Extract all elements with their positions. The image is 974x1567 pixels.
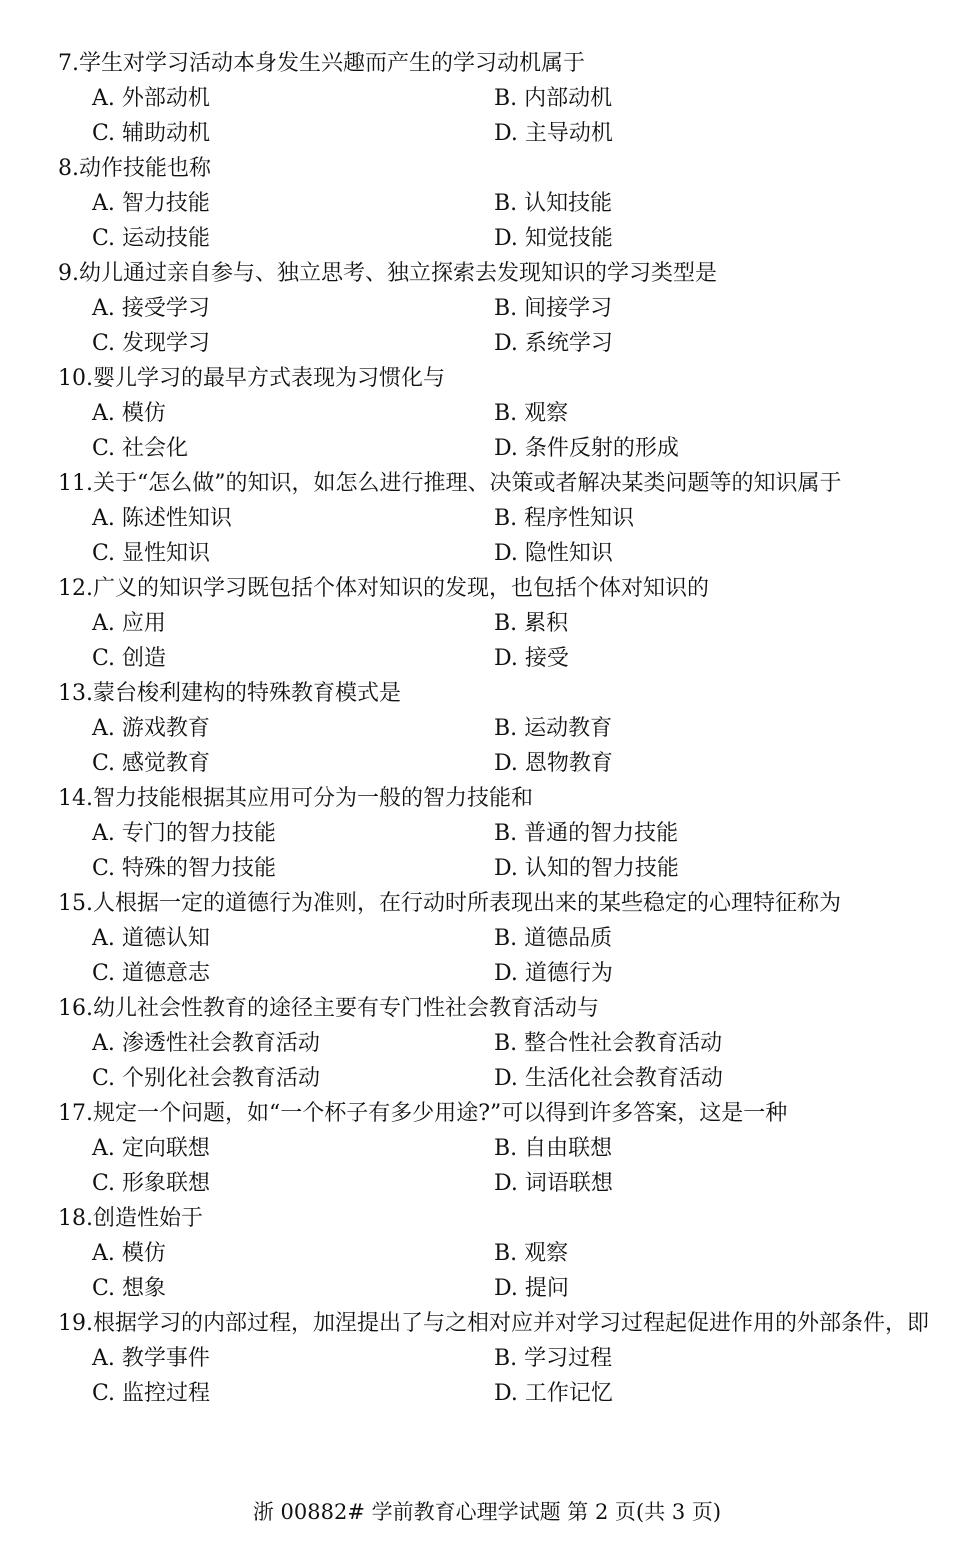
option-row [58, 956, 938, 991]
question-stem [58, 1096, 938, 1131]
question-text: 动作技能也称 [79, 156, 212, 181]
answer-option: B. 普通的智力技能 [494, 821, 679, 846]
question-stem [58, 676, 938, 711]
answer-option: C. 个别化社会教育活动 [92, 1066, 321, 1091]
answer-option: B. 整合性社会教育活动 [494, 1031, 723, 1056]
question-number: 7. [58, 51, 79, 76]
question-item [58, 151, 938, 256]
option-row [58, 746, 938, 781]
answer-option: A. 接受学习 [92, 296, 210, 321]
question-stem [58, 466, 938, 501]
question-stem [58, 781, 938, 816]
answer-option: B. 观察 [494, 1241, 569, 1266]
answer-option: D. 知觉技能 [494, 226, 613, 251]
question-stem [58, 991, 938, 1026]
option-row [58, 431, 938, 466]
question-item [58, 361, 938, 466]
question-stem [58, 571, 938, 606]
question-stem [58, 46, 938, 81]
answer-option: B. 认知技能 [494, 191, 613, 216]
answer-option: D. 生活化社会教育活动 [494, 1066, 723, 1091]
option-row [58, 1061, 938, 1096]
question-number: 16. [58, 996, 93, 1021]
question-stem [58, 1201, 938, 1236]
page-footer: 浙 00882# 学前教育心理学试题 第 2 页(共 3 页) [252, 1500, 722, 1524]
answer-option: D. 主导动机 [494, 121, 613, 146]
option-row [58, 116, 938, 151]
answer-option: A. 智力技能 [92, 191, 210, 216]
option-row [58, 1026, 938, 1061]
answer-option: B. 内部动机 [494, 86, 613, 111]
question-stem [58, 151, 938, 186]
question-item [58, 466, 938, 571]
answer-option: D. 道德行为 [494, 961, 613, 986]
option-row [58, 711, 938, 746]
option-row [58, 1341, 938, 1376]
question-text: 智力技能根据其应用可分为一般的智力技能和 [93, 786, 534, 811]
answer-option: C. 形象联想 [92, 1171, 211, 1196]
option-row [58, 326, 938, 361]
question-text: 规定一个问题，如“一个杯子有多少用途?”可以得到许多答案，这是一种 [93, 1101, 788, 1126]
question-text: 蒙台梭利建构的特殊教育模式是 [93, 681, 402, 706]
question-number: 15. [58, 891, 93, 916]
option-row [58, 396, 938, 431]
answer-option: D. 系统学习 [494, 331, 613, 356]
question-number: 14. [58, 786, 93, 811]
question-text: 创造性始于 [93, 1206, 204, 1231]
answer-option: B. 累积 [494, 611, 569, 636]
question-item [58, 1096, 938, 1201]
question-item [58, 1201, 938, 1306]
question-item [58, 256, 938, 361]
question-text: 幼儿通过亲自参与、独立思考、独立探索去发现知识的学习类型是 [79, 261, 718, 286]
question-stem [58, 886, 938, 921]
answer-option: D. 接受 [494, 646, 569, 671]
answer-option: C. 感觉教育 [92, 751, 211, 776]
question-number: 18. [58, 1206, 93, 1231]
option-row [58, 1376, 938, 1411]
question-text: 根据学习的内部过程，加涅提出了与之相对应并对学习过程起促进作用的外部条件，即 [93, 1311, 930, 1336]
option-row [58, 816, 938, 851]
answer-option: A. 教学事件 [92, 1346, 210, 1371]
question-item [58, 781, 938, 886]
answer-option: D. 隐性知识 [494, 541, 613, 566]
question-number: 8. [58, 156, 79, 181]
question-text: 婴儿学习的最早方式表现为习惯化与 [93, 366, 446, 391]
question-text: 人根据一定的道德行为准则，在行动时所表现出来的某些稳定的心理特征称为 [93, 891, 842, 916]
answer-option: B. 自由联想 [494, 1136, 613, 1161]
option-row [58, 186, 938, 221]
answer-option: D. 提问 [494, 1276, 569, 1301]
question-stem [58, 1306, 938, 1341]
answer-option: A. 模仿 [92, 1241, 166, 1266]
question-text: 学生对学习活动本身发生兴趣而产生的学习动机属于 [79, 51, 586, 76]
question-number: 9. [58, 261, 79, 286]
answer-option: A. 游戏教育 [92, 716, 210, 741]
question-item [58, 676, 938, 781]
answer-option: A. 渗透性社会教育活动 [92, 1031, 320, 1056]
answer-option: C. 显性知识 [92, 541, 211, 566]
answer-option: A. 道德认知 [92, 926, 210, 951]
answer-option: C. 道德意志 [92, 961, 211, 986]
answer-option: C. 运动技能 [92, 226, 211, 251]
answer-option: C. 特殊的智力技能 [92, 856, 277, 881]
answer-option: B. 间接学习 [494, 296, 613, 321]
option-row [58, 641, 938, 676]
question-text: 广义的知识学习既包括个体对知识的发现，也包括个体对知识的 [93, 576, 710, 601]
answer-option: D. 条件反射的形成 [494, 436, 679, 461]
option-row [58, 851, 938, 886]
question-stem [58, 256, 938, 291]
option-row [58, 1271, 938, 1306]
answer-option: B. 学习过程 [494, 1346, 613, 1371]
answer-option: D. 恩物教育 [494, 751, 613, 776]
question-text: 幼儿社会性教育的途径主要有专门性社会教育活动与 [93, 996, 600, 1021]
answer-option: A. 外部动机 [92, 86, 210, 111]
option-row [58, 921, 938, 956]
answer-option: A. 应用 [92, 611, 166, 636]
question-number: 13. [58, 681, 93, 706]
answer-option: C. 监控过程 [92, 1381, 211, 1406]
question-number: 11. [58, 471, 93, 496]
answer-option: B. 程序性知识 [494, 506, 635, 531]
answer-option: B. 观察 [494, 401, 569, 426]
question-text: 关于“怎么做”的知识，如怎么进行推理、决策或者解决某类问题等的知识属于 [93, 471, 842, 496]
answer-option: C. 发现学习 [92, 331, 211, 356]
answer-option: C. 社会化 [92, 436, 189, 461]
answer-option: A. 专门的智力技能 [92, 821, 276, 846]
option-row [58, 1131, 938, 1166]
option-row [58, 1236, 938, 1271]
option-row [58, 501, 938, 536]
answer-option: B. 运动教育 [494, 716, 613, 741]
question-number: 17. [58, 1101, 93, 1126]
question-number: 12. [58, 576, 93, 601]
option-row [58, 536, 938, 571]
question-item [58, 886, 938, 991]
answer-option: D. 工作记忆 [494, 1381, 613, 1406]
question-item [58, 46, 938, 151]
answer-option: A. 模仿 [92, 401, 166, 426]
option-row [58, 1166, 938, 1201]
answer-option: A. 定向联想 [92, 1136, 210, 1161]
answer-option: C. 想象 [92, 1276, 167, 1301]
question-stem [58, 361, 938, 396]
answer-option: C. 创造 [92, 646, 167, 671]
option-row [58, 81, 938, 116]
answer-option: D. 词语联想 [494, 1171, 613, 1196]
option-row [58, 221, 938, 256]
answer-option: C. 辅助动机 [92, 121, 211, 146]
question-number: 19. [58, 1311, 93, 1336]
question-number: 10. [58, 366, 93, 391]
question-item [58, 1306, 938, 1411]
question-list [58, 46, 938, 1411]
answer-option: B. 道德品质 [494, 926, 613, 951]
option-row [58, 606, 938, 641]
answer-option: A. 陈述性知识 [92, 506, 232, 531]
answer-option: D. 认知的智力技能 [494, 856, 679, 881]
option-row [58, 291, 938, 326]
question-item [58, 571, 938, 676]
question-item [58, 991, 938, 1096]
